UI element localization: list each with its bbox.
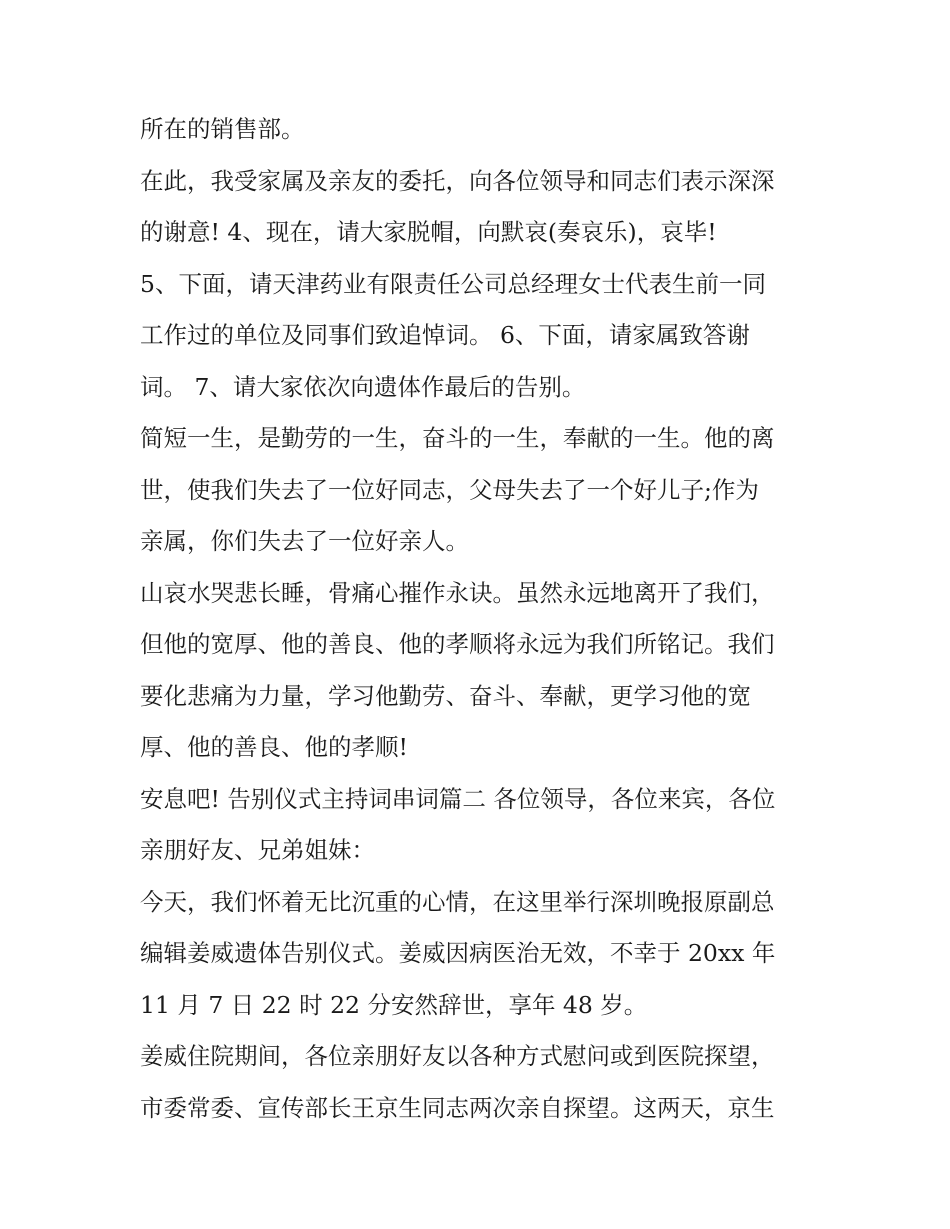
text-line: 市委常委、宣传部长王京生同志两次亲自探望。这两天，京生 <box>140 1093 775 1122</box>
text-line: 工作过的单位及同事们致追悼词。 6、下面，请家属致答谢 <box>140 321 750 349</box>
text-line: 亲属，你们失去了一位好亲人。 <box>140 527 469 555</box>
text-line: 山哀水哭悲长睡，骨痛心摧作永诀。虽然永远地离开了我们， <box>140 578 775 607</box>
text-line: 的谢意! 4、现在，请大家脱帽，向默哀(奏哀乐)，哀毕! <box>140 218 717 246</box>
text-line: 所在的销售部。 <box>140 115 305 143</box>
text-line: 在此，我受家属及亲友的委托，向各位领导和同志们表示深深 <box>140 166 775 195</box>
text-line: 5、下面，请天津药业有限责任公司总经理女士代表生前一同 <box>140 269 766 298</box>
text-line: 11 月 7 日 22 时 22 分安然辞世，享年 48 岁。 <box>140 990 648 1019</box>
text-line: 编辑姜威遗体告别仪式。姜威因病医治无效，不幸于 20xx 年 <box>140 939 776 967</box>
text-line: 但他的宽厚、他的善良、他的孝顺将永远为我们所铭记。我们 <box>140 630 775 658</box>
text-line: 亲朋好友、兄弟姐妹： <box>140 836 375 864</box>
text-line: 词。 7、请大家依次向遗体作最后的告别。 <box>140 372 586 401</box>
text-line: 安息吧! 告别仪式主持词串词篇二 各位领导，各位来宾，各位 <box>140 784 776 813</box>
text-line: 厚、他的善良、他的孝顺! <box>140 733 408 761</box>
text-line: 世，使我们失去了一位好同志，父母失去了一个好儿子;作为 <box>140 475 759 504</box>
text-line: 今天，我们怀着无比沉重的心情，在这里举行深圳晚报原副总 <box>140 887 775 916</box>
text-line: 要化悲痛为力量，学习他勤劳、奋斗、奉献，更学习他的宽 <box>140 681 751 710</box>
text-line: 姜威住院期间，各位亲朋好友以各种方式慰问或到医院探望， <box>140 1042 775 1070</box>
document-body <box>140 104 820 1134</box>
text-line: 简短一生，是勤劳的一生，奋斗的一生，奉献的一生。他的离 <box>140 424 775 452</box>
